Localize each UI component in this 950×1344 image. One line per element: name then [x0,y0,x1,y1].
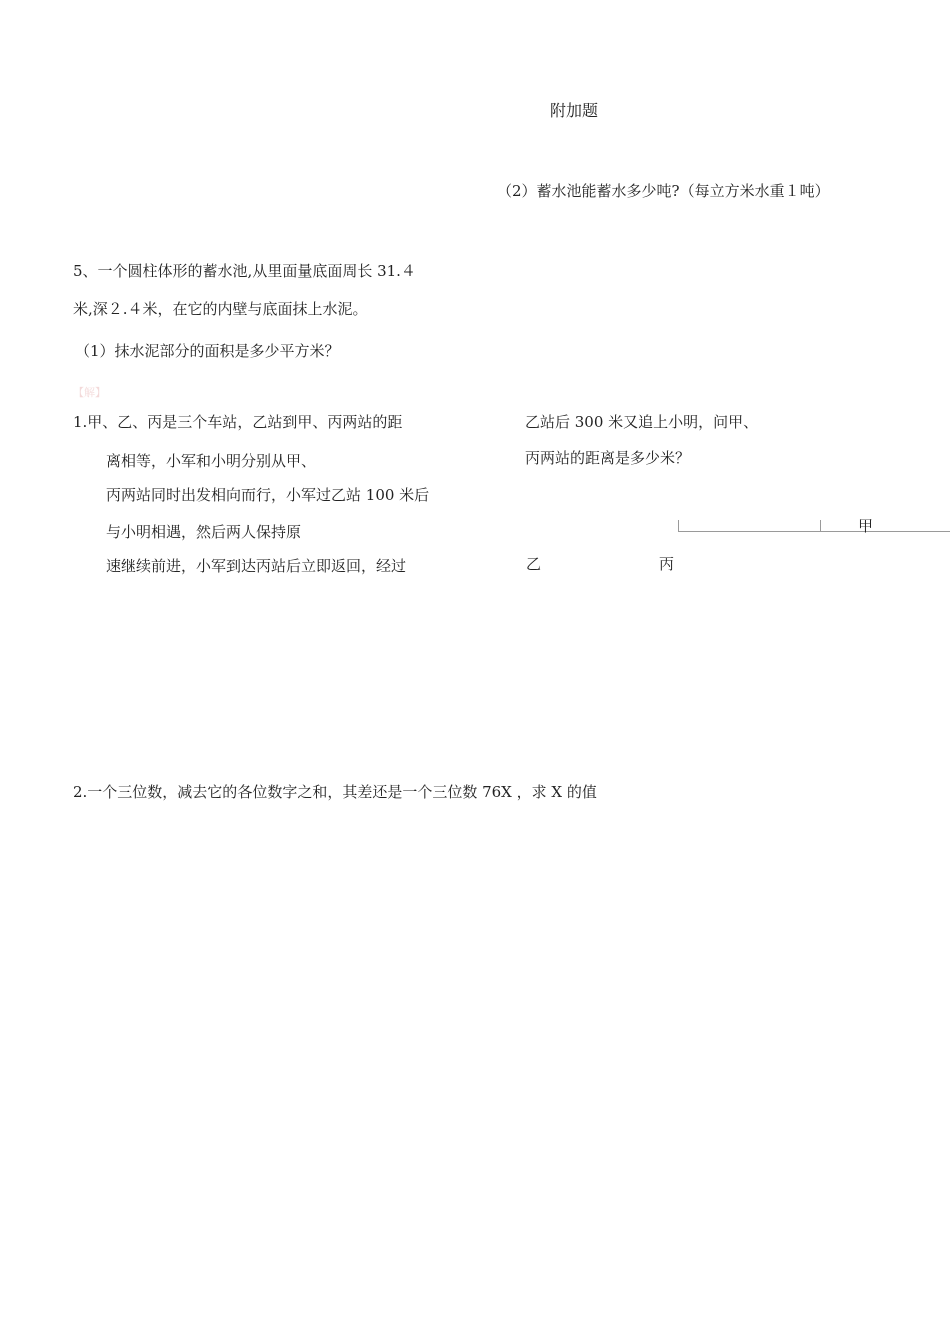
q5-line2: 米,深２.４米，在它的内壁与底面抹上水泥。 [73,300,368,318]
route-tick-left [678,520,679,532]
q1-right-line2: 丙两站的距离是多少米？ [525,449,691,467]
q5-line1: 5、一个圆柱体形的蓄水池,从里面量底面周长 31.４ [73,262,416,280]
route-tick-mid [820,520,821,532]
station-yi-label: 乙 [526,555,542,573]
station-bing-label: 丙 [659,555,675,573]
q5-part2: （2）蓄水池能蓄水多少吨?（每立方米水重１吨） [497,182,830,200]
q5-part1: （1）抹水泥部分的面积是多少平方米？ [75,342,340,360]
q1-line2: 离相等，小军和小明分别从甲、 [106,452,317,470]
station-jia-label: 甲 [858,517,874,535]
faint-mark: 【解】 [73,386,106,399]
route-line [678,531,950,532]
q1-line3: 丙两站同时出发相向而行，小军过乙站 100 米后 [106,486,430,504]
q1-line5: 速继续前进，小军到达丙站后立即返回，经过 [106,557,407,575]
q1-line1: 1.甲、乙、丙是三个车站，乙站到甲、丙两站的距 [73,413,403,431]
q2-text: 2.一个三位数，减去它的各位数字之和，其差还是一个三位数 76X ，求 X 的值 [73,783,597,801]
q1-line4: 与小明相遇，然后两人保持原 [106,523,302,541]
page-title: 附加题 [550,101,599,120]
q1-right-line1: 乙站后 300 米又追上小明，问甲、 [525,413,759,431]
